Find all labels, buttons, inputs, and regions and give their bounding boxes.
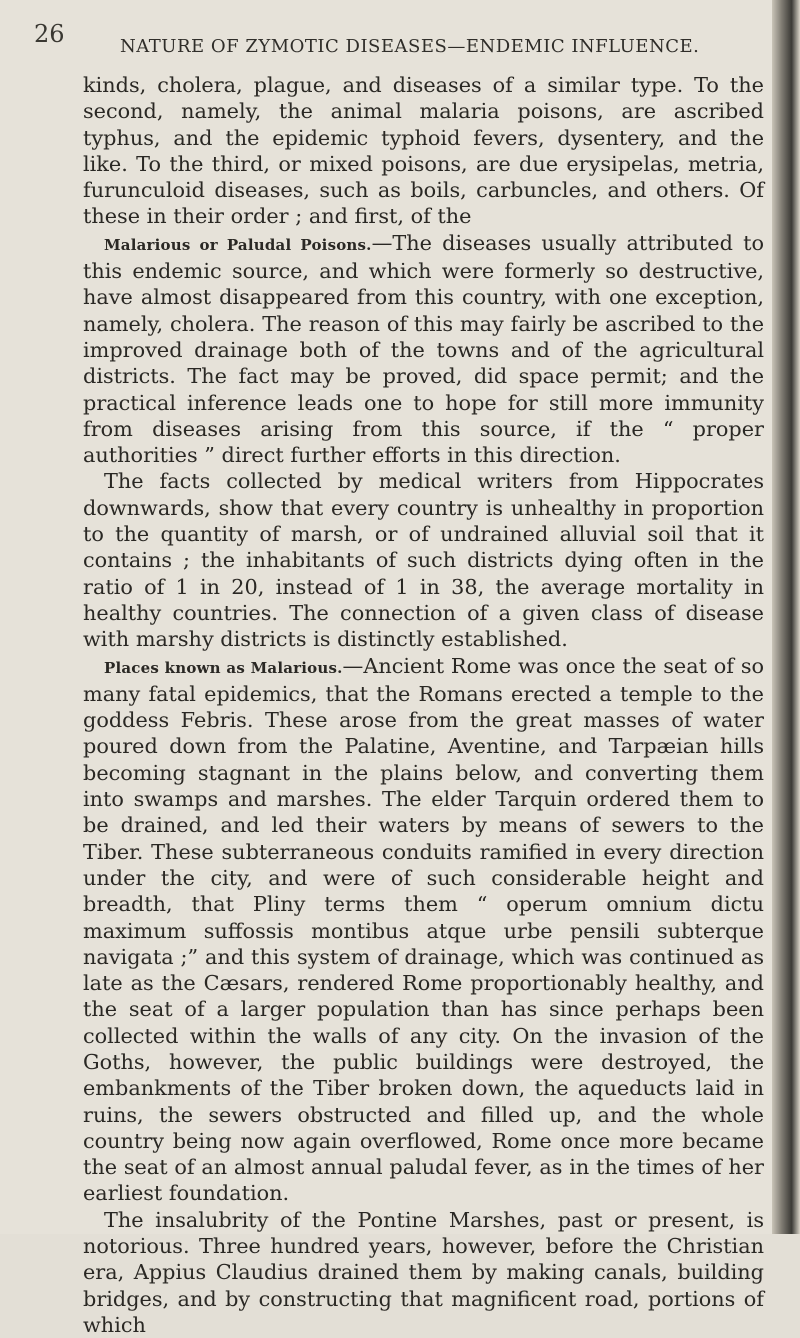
- page-number: 26: [34, 20, 65, 48]
- paragraph: [83, 1207, 764, 1338]
- paragraph-text: kinds, cholera, plague, and diseases of a similar type. To the second, namely, the animal malaria poisons, are ascribed typhus, and the epidemic typhoid fevers, dysentery, and the like. To the third, or mixed poisons, are due erysipelas, metria, furunculoid diseases, such as boils, carbuncles, and others. Of these in their order ; and first, of the: [83, 73, 764, 229]
- section-heading: Places known as Malarious.: [104, 658, 343, 677]
- paragraph-text: The insalubrity of the Pontine Marshes, past or present, is notorious. Three hundred years, however, before the Christian era, Appius Claudius drained them by making canals, building bridges, and by constructing that magnificent road, portions of which: [83, 1207, 764, 1337]
- paragraph: [83, 72, 764, 230]
- paragraph-text: The facts collected by medical writers from Hippocrates downwards, show that every country is unhealthy in proportion to the quantity of marsh, or of undrained alluvial soil that it contains ; the inhabitants of such districts dying often in the ratio of 1 in 20, instead of 1 in 38, the average mortality in healthy countries. The connection of a given class of disease with marshy districts is distinctly established.: [83, 469, 764, 652]
- paragraph: [83, 230, 764, 469]
- paragraph-text: —The diseases usually attributed to this endemic source, and which were formerly so destructive, have almost disappeared from this country, with one exception, namely, cholera. The reason of this may fairly be ascribed to the improved drainage both of the towns and of the agricultural districts. The fact may be proved, did space permit; and the practical inference leads one to hope for still more immunity from diseases arising from this source, if the “ proper authorities ” direct further efforts in this direction.: [83, 230, 764, 468]
- body-text: [83, 72, 764, 1338]
- page-binding-edge: [772, 0, 800, 1234]
- paragraph: [83, 468, 764, 652]
- paragraph-text: —Ancient Rome was once the seat of so many fatal epidemics, that the Romans erected a temple to the goddess Febris. These arose from the great masses of water poured down from the Palatine, Aventine, and Tarpæian hills becoming stagnant in the plains below, and converting them into swamps and marshes. The elder Tarquin ordered them to be drained, and led their waters by means of sewers to the Tiber. These subterraneous conduits ramified in every direction under the city, and were of such considerable height and breadth, that Pliny terms them “ operum omnium dictu maximum suffossis montibus atque urbe pensili subterque navigata ;” and this system of drainage, which was continued as late as the Cæsars, rendered Rome proportionably healthy, and the seat of a larger population than has since perhaps been collected within the walls of any city. On the invasion of the Goths, however, the public buildings were destroyed, the embankments of the Tiber broken down, the aqueducts laid in ruins, the sewers obstructed and filled up, and the whole country being now again overflowed, Rome once more became the seat of an almost annual paludal fever, as in the times of her earliest foundation.: [83, 653, 765, 1206]
- page-header: [0, 14, 772, 62]
- running-head: NATURE OF ZYMOTIC DISEASES—ENDEMIC INFLUENCE.: [120, 36, 700, 57]
- section-heading: Malarious or Paludal Poisons.: [104, 235, 372, 254]
- paragraph: [83, 653, 764, 1207]
